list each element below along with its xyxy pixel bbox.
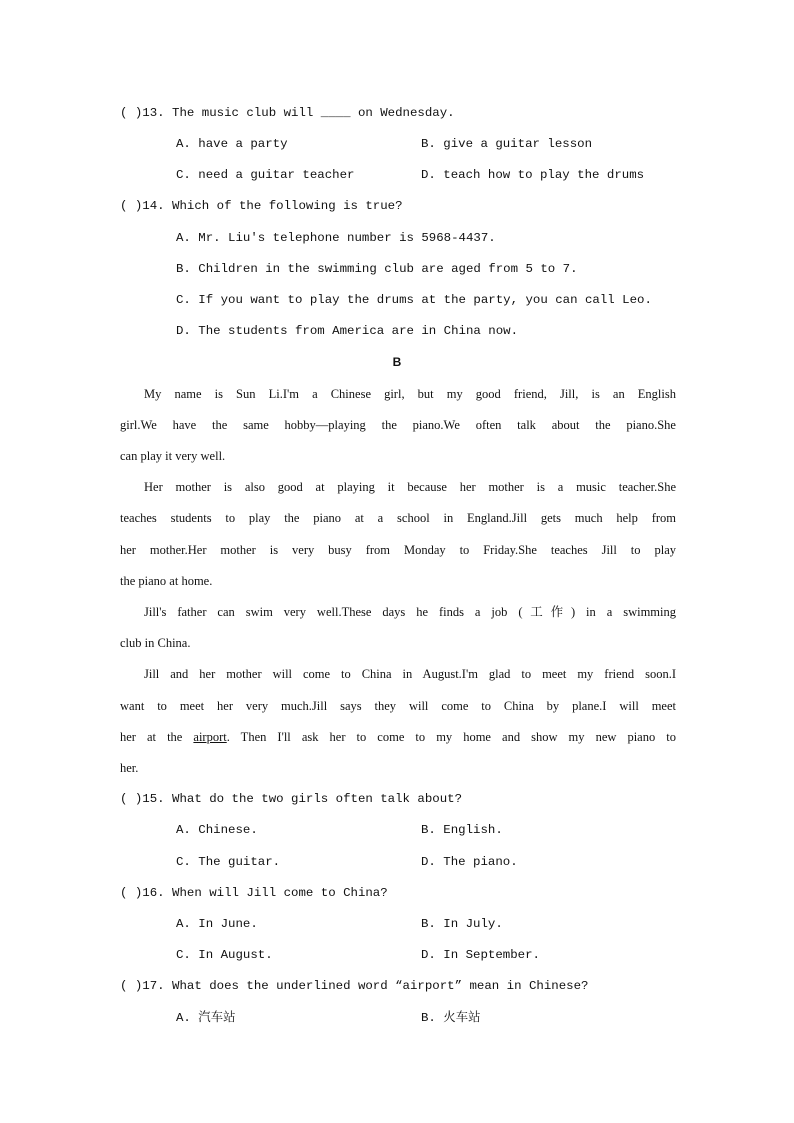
paragraph-3-line-2: club in China. bbox=[120, 636, 191, 650]
question-14-stem: ( )14. Which of the following is true? bbox=[120, 199, 403, 213]
question-15-option-c: C. The guitar. bbox=[176, 855, 281, 869]
question-15-option-b: B. English. bbox=[421, 823, 503, 837]
paragraph-1-line-1: My name is Sun Li.I'm a Chinese girl, but my good friend, Jill, is an English bbox=[144, 387, 676, 401]
question-16-option-b: B. In July. bbox=[421, 917, 503, 931]
paragraph-4-line-3 bbox=[120, 729, 676, 745]
question-17-option-a: A. 汽车站 bbox=[176, 1011, 236, 1025]
question-17-stem: ( )17. What does the underlined word “airport” mean in Chinese? bbox=[120, 979, 589, 993]
paragraph-3-line-1: Jill's father can swim very well.These days he finds a job (工作) in a swimming bbox=[144, 605, 676, 619]
question-16-option-a: A. In June. bbox=[176, 917, 258, 931]
question-15-option-d: D. The piano. bbox=[421, 855, 518, 869]
paragraph-2-line-3: her mother.Her mother is very busy from Monday to Friday.She teaches Jill to play bbox=[120, 543, 676, 557]
paragraph-4-line-3-post: . Then I'll ask her to come to my home and show my new piano to bbox=[226, 730, 676, 744]
paragraph-2-line-4: the piano at home. bbox=[120, 574, 213, 588]
paragraph-1-line-2: girl.We have the same hobby—playing the piano.We often talk about the piano.She bbox=[120, 418, 676, 432]
question-14-option-b: B. Children in the swimming club are aged from 5 to 7. bbox=[176, 262, 578, 276]
question-13-option-d: D. teach how to play the drums bbox=[421, 168, 645, 182]
paragraph-2-line-1: Her mother is also good at playing it because her mother is a music teacher.She bbox=[144, 480, 676, 494]
paragraph-2-line-2: teaches students to play the piano at a school in England.Jill gets much help from bbox=[120, 511, 676, 525]
paragraph-4-line-4: her. bbox=[120, 761, 139, 775]
question-13-option-b: B. give a guitar lesson bbox=[421, 137, 593, 151]
question-14-option-a: A. Mr. Liu's telephone number is 5968-4437. bbox=[176, 231, 496, 245]
question-14-option-c: C. If you want to play the drums at the party, you can call Leo. bbox=[176, 293, 652, 307]
question-15-stem: ( )15. What do the two girls often talk about? bbox=[120, 792, 463, 806]
paragraph-4-line-1: Jill and her mother will come to China in August.I'm glad to meet my friend soon.I bbox=[144, 667, 676, 681]
question-17-option-b: B. 火车站 bbox=[421, 1011, 481, 1025]
question-16-option-c: C. In August. bbox=[176, 948, 273, 962]
question-14-option-d: D. The students from America are in China now. bbox=[176, 324, 519, 338]
question-13-option-a: A. have a party bbox=[176, 137, 288, 151]
question-15-option-a: A. Chinese. bbox=[176, 823, 258, 837]
underlined-word-airport: airport bbox=[193, 730, 227, 744]
passage-heading: B bbox=[392, 355, 402, 369]
question-13-option-c: C. need a guitar teacher bbox=[176, 168, 355, 182]
paragraph-4-line-2: want to meet her very much.Jill says they will come to China by plane.I will meet bbox=[120, 699, 676, 713]
paragraph-1-line-3: can play it very well. bbox=[120, 449, 226, 463]
paragraph-4-line-3-pre: her at the bbox=[120, 730, 194, 744]
question-16-stem: ( )16. When will Jill come to China? bbox=[120, 886, 388, 900]
question-13-stem: ( )13. The music club will ____ on Wednesday. bbox=[120, 106, 455, 120]
question-16-option-d: D. In September. bbox=[421, 948, 540, 962]
